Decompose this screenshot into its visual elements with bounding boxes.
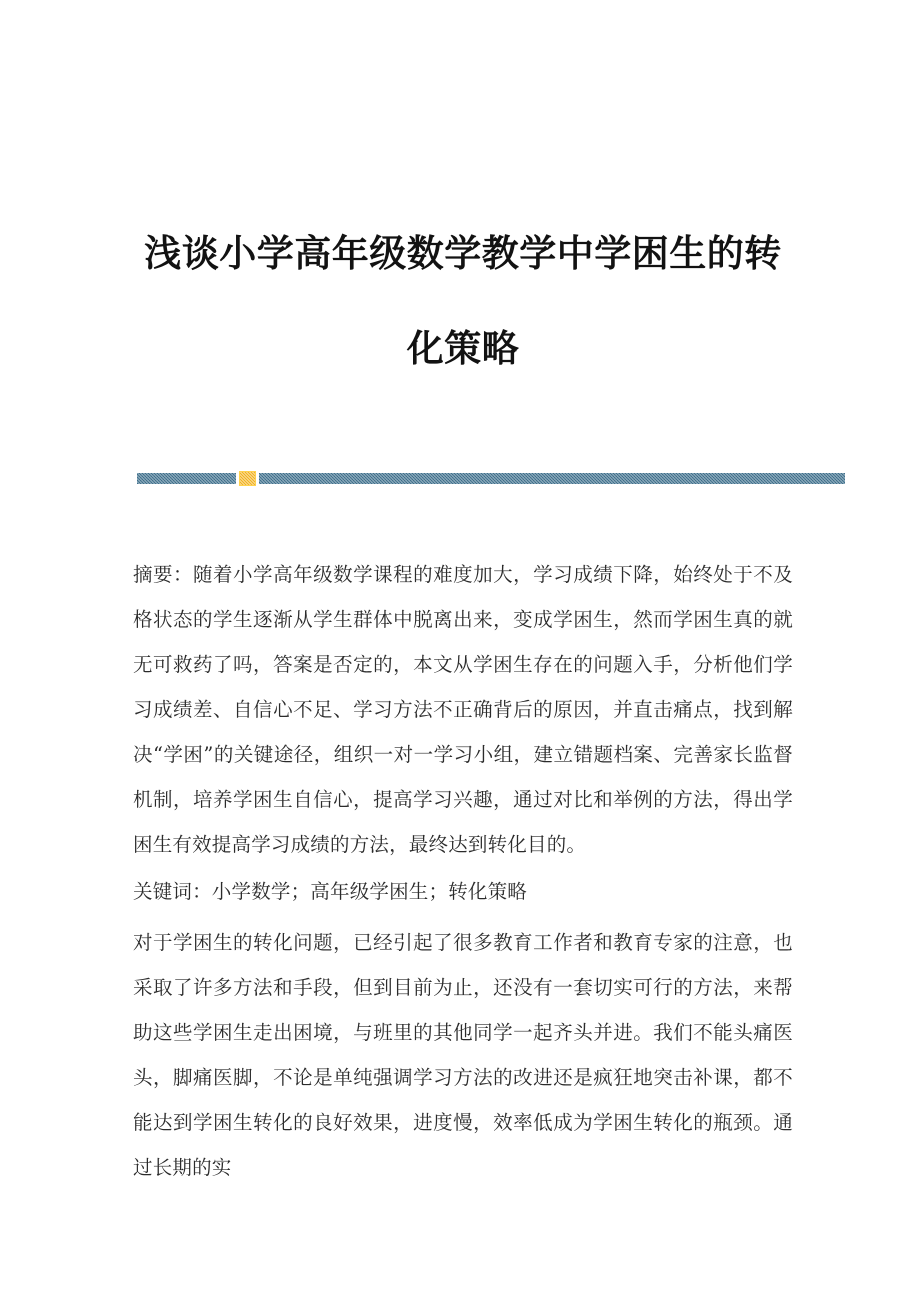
page-title: 浅谈小学高年级数学教学中学困生的转化策略 bbox=[144, 231, 782, 370]
document-body bbox=[133, 552, 793, 1190]
body-paragraph: 对于学困生的转化问题，已经引起了很多教育工作者和教育专家的注意，也采取了许多方法和手段，但到目前为止，还没有一套切实可行的方法，来帮助这些学困生走出困境，与班里的其他同学一起齐头并进。我们不能头痛医头，脚痛医脚，不论是单纯强调学习方法的改进还是疯狂地突击补课，都不能达到学困生转化的良好效果，进度慢，效率低成为学困生转化的瓶颈。通过长期的实 bbox=[133, 931, 793, 1179]
gold-square-ornament-icon bbox=[240, 472, 255, 485]
abstract-paragraph: 摘要：随着小学高年级数学课程的难度加大，学习成绩下降，始终处于不及格状态的学生逐渐从学生群体中脱离出来，变成学困生，然而学困生真的就无可救药了吗，答案是否定的，本文从学困生存在的问题入手，分析他们学习成绩差、自信心不足、学习方法不正确背后的原因，并直击痛点，找到解决“学困”的关键途径，组织一对一学习小组，建立错题档案、完善家长监督机制，培养学困生自信心，提高学习兴趣，通过对比和举例的方法，得出学困生有效提高学习成绩的方法，最终达到转化目的。 bbox=[133, 563, 793, 856]
section-divider bbox=[137, 468, 845, 488]
keywords-line: 关键词：小学数学；高年级学困生；转化策略 bbox=[133, 880, 528, 903]
